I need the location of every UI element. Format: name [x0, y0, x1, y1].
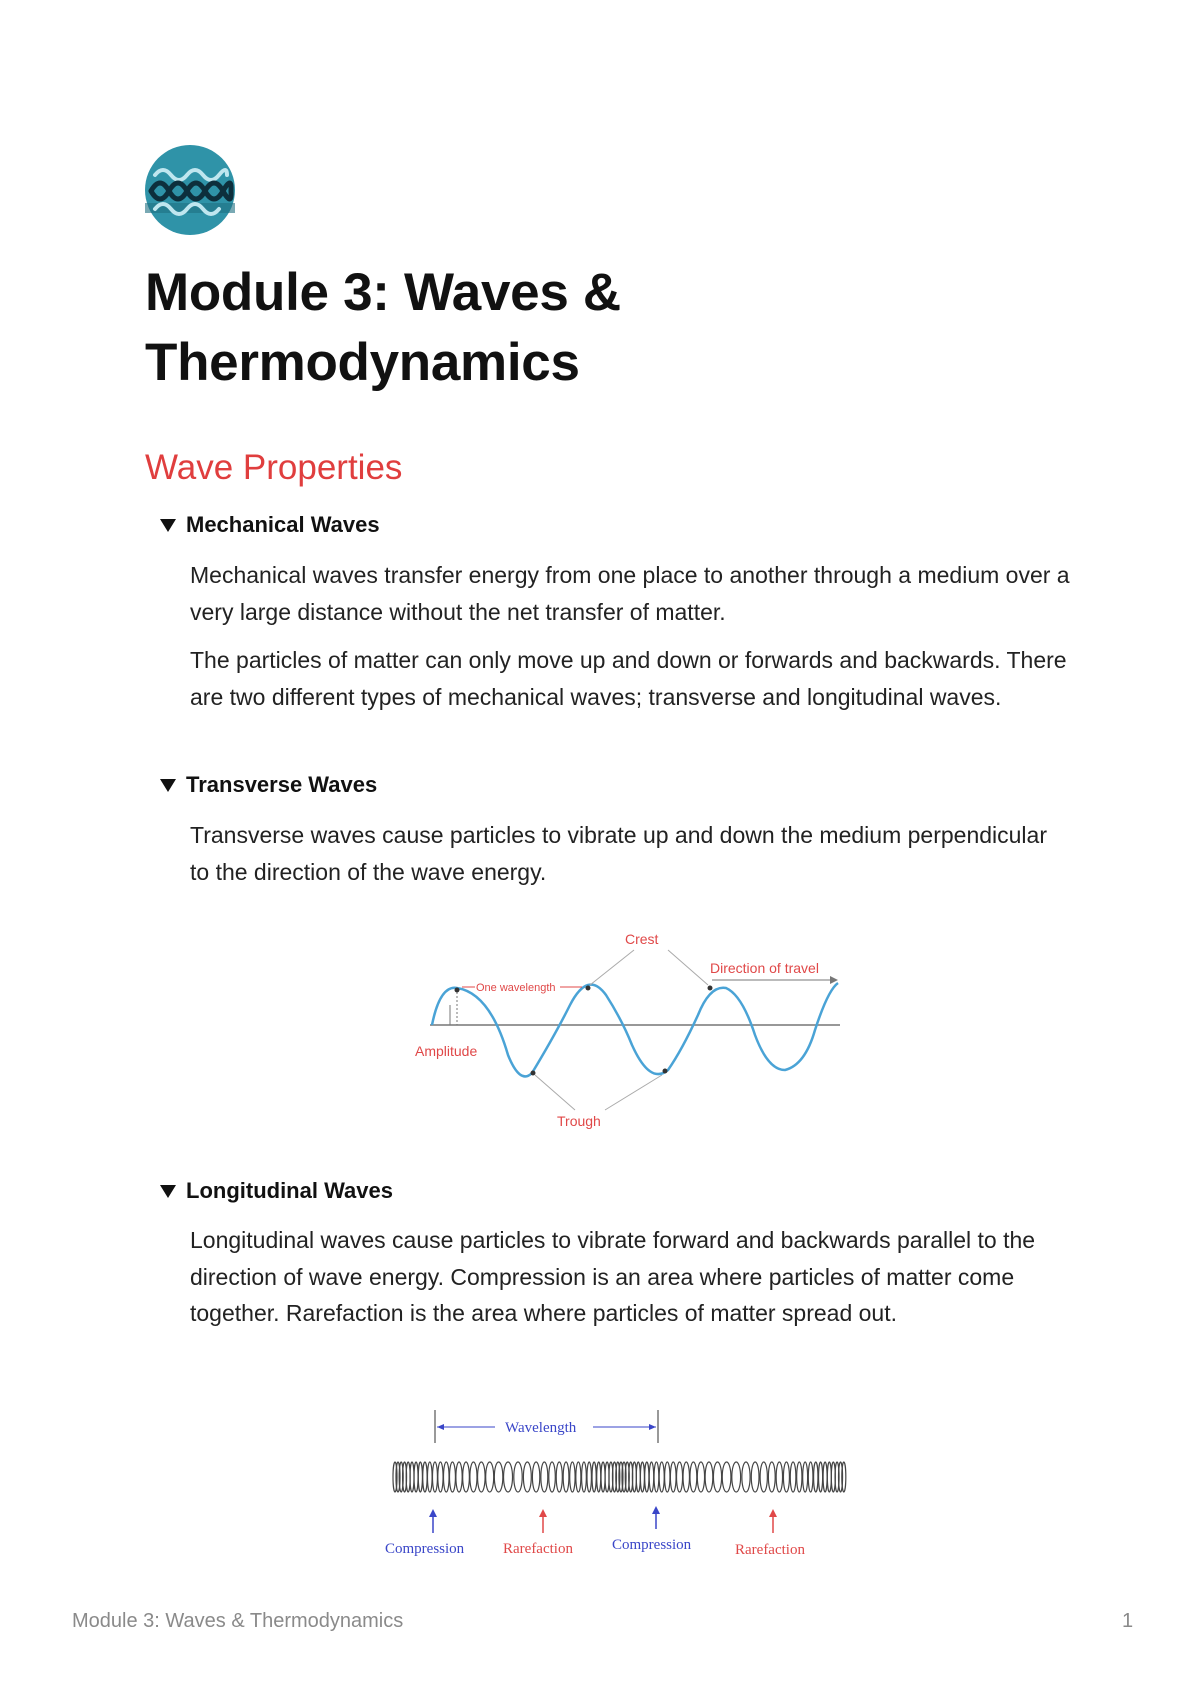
spring-coil — [576, 1462, 581, 1492]
paragraph: The particles of matter can only move up and down or forwards and backwards. There are two different types of mechanical waves; transverse and longitudinal waves. — [190, 647, 1067, 710]
spring-coil — [463, 1462, 470, 1492]
section-heading: Wave Properties — [145, 448, 403, 487]
spring-coil — [645, 1462, 649, 1492]
toggle-label: Transverse Waves — [186, 772, 378, 797]
spring-coil — [808, 1462, 813, 1492]
spring-coil — [640, 1462, 644, 1492]
wavelength-label: One wavelength — [476, 982, 556, 994]
spring-coil — [783, 1462, 789, 1492]
spring-coil — [814, 1462, 818, 1492]
rarefaction-label: Rarefaction — [503, 1541, 573, 1557]
triangle-down-icon — [160, 779, 176, 792]
spring-coil — [713, 1462, 721, 1492]
spring-coil — [751, 1462, 759, 1492]
spring-coil — [654, 1462, 659, 1492]
spring-coil — [432, 1462, 437, 1492]
spring-coil — [659, 1462, 664, 1492]
wave-line — [432, 983, 838, 1076]
compression-label: Compression — [612, 1537, 692, 1553]
spring-coil — [549, 1462, 556, 1492]
spring-coil — [722, 1462, 731, 1492]
spring-coil — [504, 1462, 513, 1492]
spring-coil — [670, 1462, 676, 1492]
triangle-down-icon — [160, 1185, 176, 1198]
spring-coil — [478, 1462, 486, 1492]
toggle-label: Mechanical Waves — [186, 512, 380, 537]
spring-coil — [582, 1462, 587, 1492]
paragraph: Transverse waves cause particles to vibrate up and down the medium perpendicular to the direction of the wave energy. — [190, 822, 1047, 885]
spring-coil — [797, 1462, 802, 1492]
crest-label: Crest — [625, 931, 659, 947]
spring-coil — [592, 1462, 596, 1492]
spring-coil — [683, 1462, 689, 1492]
spring-coil — [768, 1462, 775, 1492]
spring-coil — [438, 1462, 443, 1492]
wavelength-label: Wavelength — [505, 1420, 577, 1436]
spring-coil — [649, 1462, 653, 1492]
spring-coil — [587, 1462, 591, 1492]
spring-coil — [570, 1462, 575, 1492]
spring-coil — [410, 1462, 414, 1492]
spring-coil — [697, 1462, 704, 1492]
paragraph: Longitudinal waves cause particles to vibrate forward and backwards parallel to the direction of wave energy. Compression is an area where particles of matter come together. Rarefaction is the area where particles of matter spread out. — [190, 1227, 1036, 1326]
spring-coil — [532, 1462, 539, 1492]
spring-coil — [776, 1462, 782, 1492]
direction-label: Direction of travel — [710, 960, 819, 976]
toggle-longitudinal-waves[interactable] — [160, 1178, 393, 1204]
toggle-transverse-waves[interactable] — [160, 772, 377, 798]
spring-coil — [514, 1462, 522, 1492]
spring-coil — [705, 1462, 713, 1492]
spring-coil — [732, 1462, 741, 1492]
arrows — [429, 1506, 777, 1533]
trough-label: Trough — [557, 1113, 601, 1129]
spring-coil — [556, 1462, 562, 1492]
spring-coil — [677, 1462, 683, 1492]
spring-coil — [541, 1462, 548, 1492]
toggle-label: Longitudinal Waves — [186, 1178, 393, 1203]
spring-coil — [665, 1462, 670, 1492]
spring-coil — [423, 1462, 427, 1492]
spring-coil — [760, 1462, 767, 1492]
spring-coil — [742, 1462, 750, 1492]
spring-coil — [456, 1462, 462, 1492]
spring-coil — [803, 1462, 808, 1492]
longitudinal-wave-diagram — [380, 1405, 880, 1570]
toggle-mechanical-waves[interactable] — [160, 512, 380, 538]
spring-coil — [414, 1462, 418, 1492]
spring-coil — [636, 1462, 640, 1492]
page-number: 1 — [1122, 1610, 1134, 1632]
rarefaction-label: Rarefaction — [735, 1542, 805, 1558]
page-title: Module 3: Waves & Thermodynamics — [145, 263, 621, 392]
spring-coil — [494, 1462, 503, 1492]
transverse-wave-diagram — [410, 925, 850, 1135]
spring-coil — [819, 1462, 823, 1492]
spring-coil — [523, 1462, 531, 1492]
spring-coil — [418, 1462, 422, 1492]
spring-coil — [486, 1462, 494, 1492]
spring-coil — [563, 1462, 569, 1492]
spring-coil — [597, 1462, 601, 1492]
spring-coil — [601, 1462, 605, 1492]
spring-coil — [427, 1462, 432, 1492]
spring-coil — [443, 1462, 449, 1492]
compression-label: Compression — [385, 1541, 465, 1557]
wave-icon — [145, 145, 235, 235]
footer-title: Module 3: Waves & Thermodynamics — [72, 1610, 404, 1632]
triangle-down-icon — [160, 519, 176, 532]
spring-coils — [393, 1462, 846, 1492]
spring-coil — [790, 1462, 796, 1492]
spring-coil — [690, 1462, 697, 1492]
amplitude-label: Amplitude — [415, 1043, 478, 1059]
paragraph: Mechanical waves transfer energy from one place to another through a medium over a very large distance without the net transfer of matter. — [190, 562, 1070, 625]
spring-coil — [842, 1462, 846, 1492]
spring-coil — [450, 1462, 456, 1492]
spring-coil — [470, 1462, 477, 1492]
spring-coil — [823, 1462, 827, 1492]
